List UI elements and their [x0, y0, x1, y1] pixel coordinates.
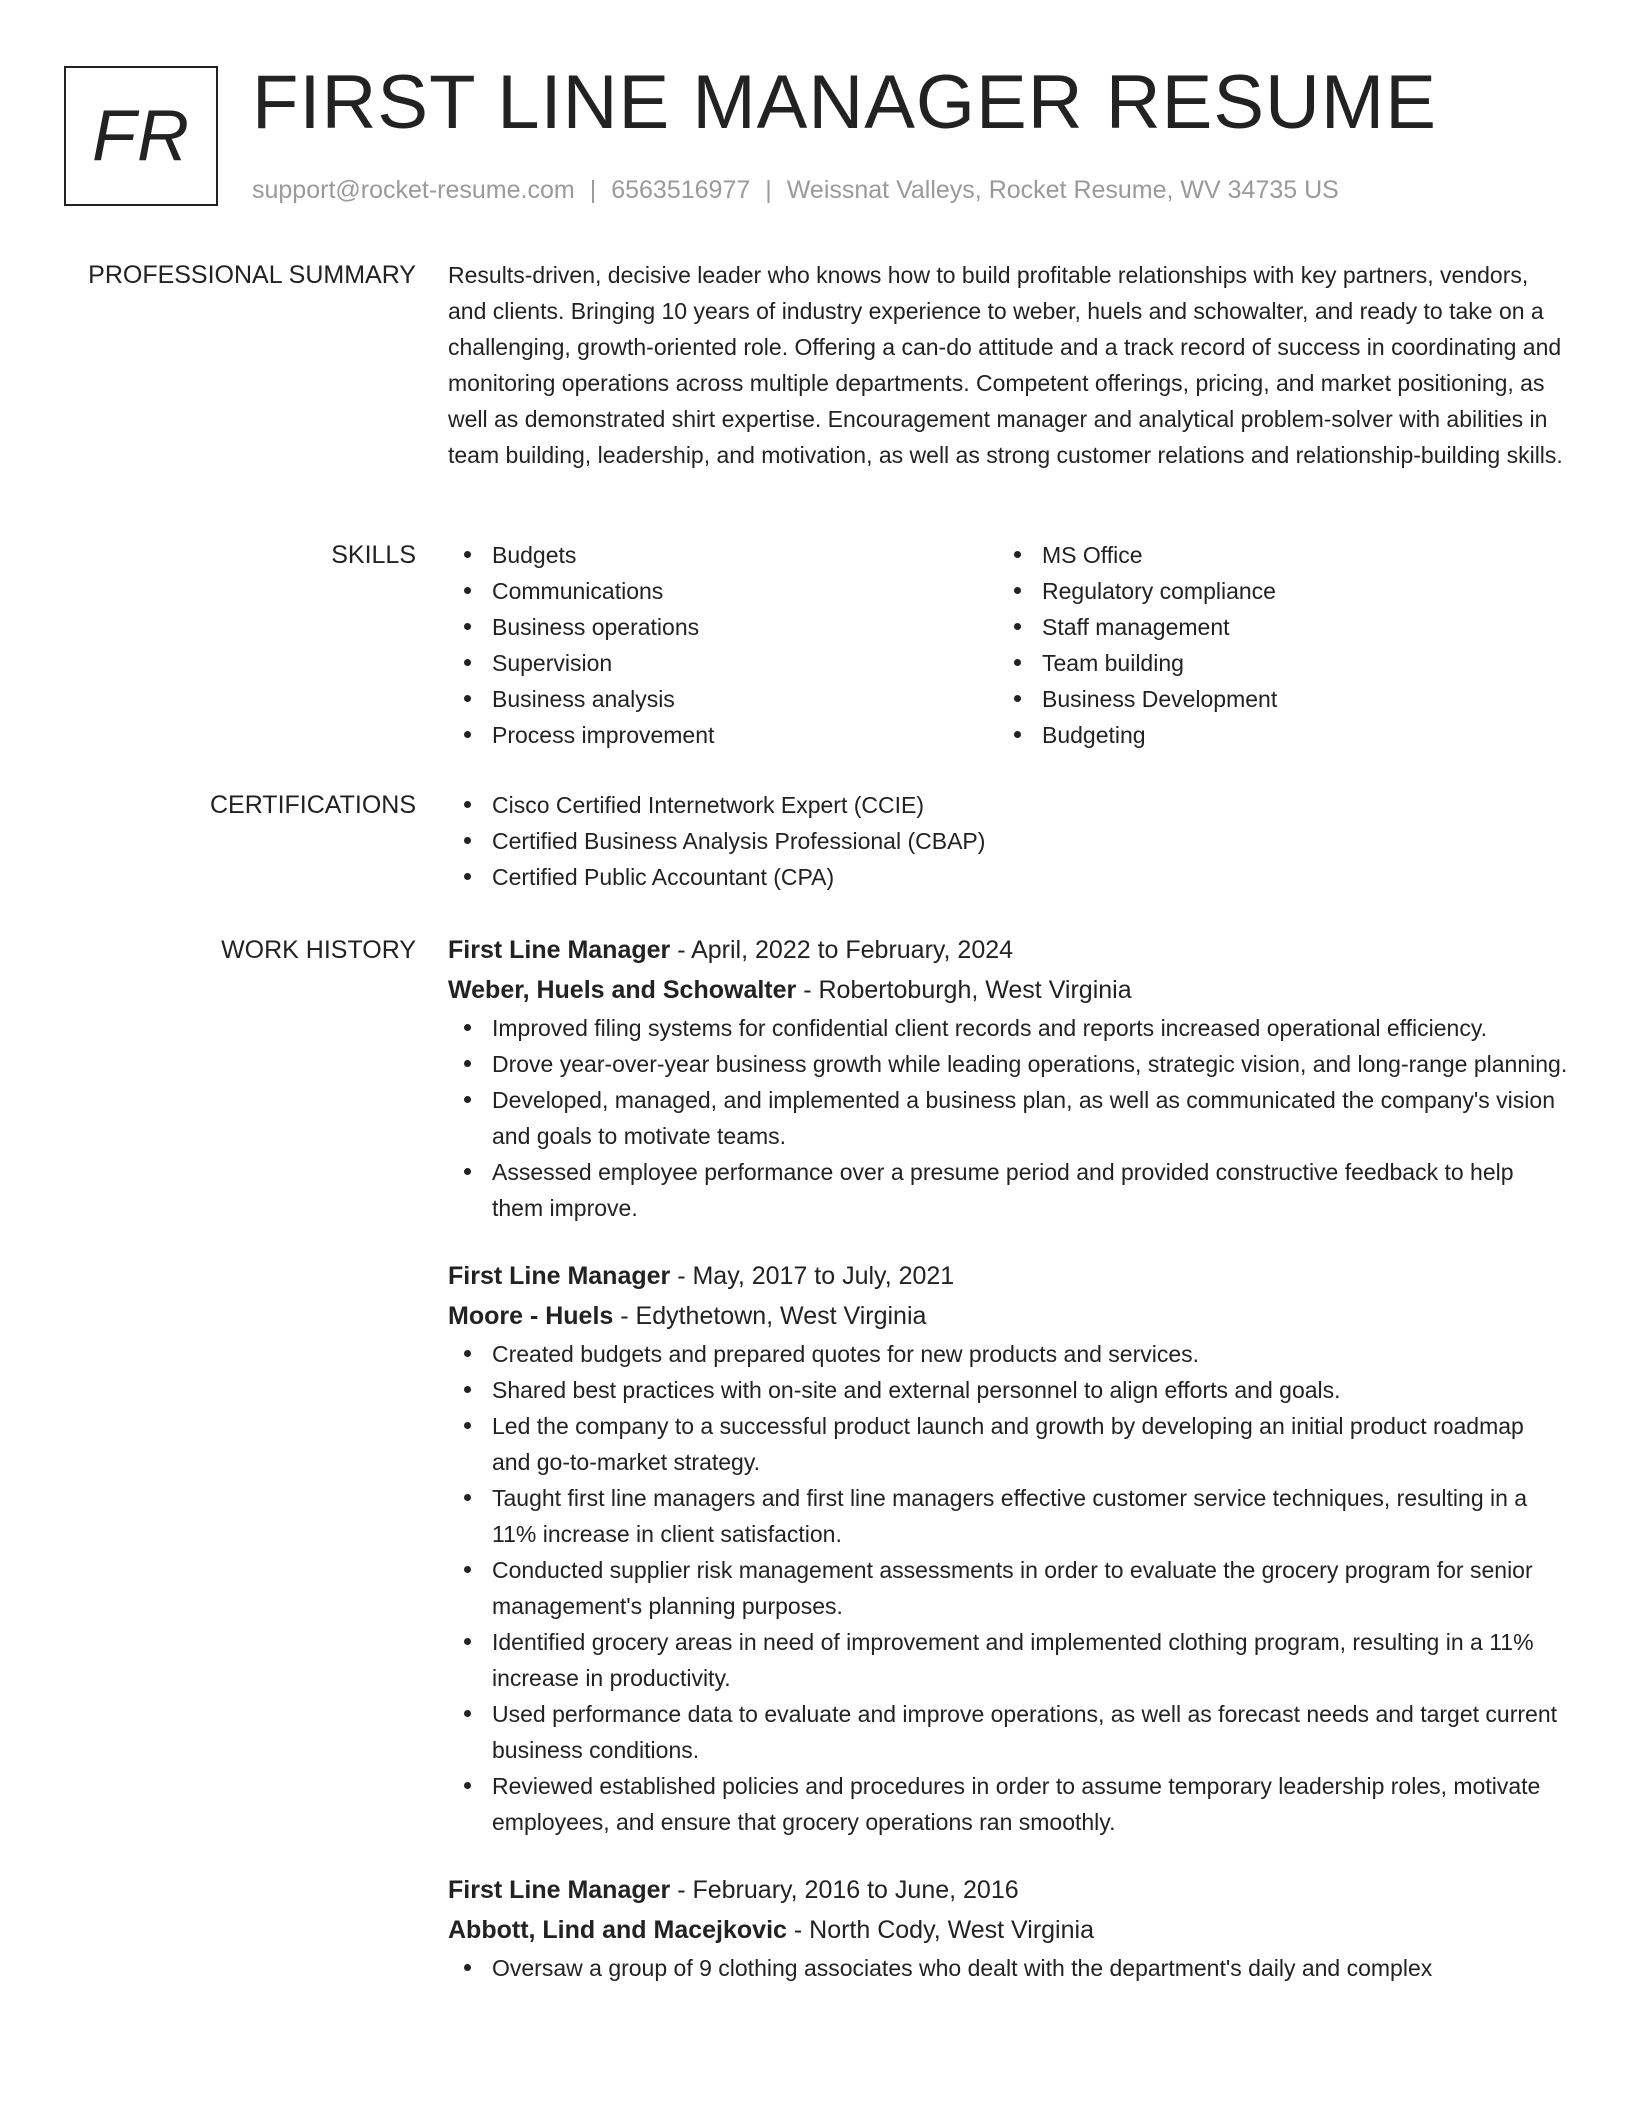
- job-company-line: [448, 970, 1568, 1010]
- bullet-icon: [464, 1710, 471, 1717]
- bullet-icon: [464, 587, 471, 594]
- certification-item: [448, 859, 1568, 895]
- job-bullet-text: Led the company to a successful product launch and growth by developing an initial product roadmap and go-to-market strategy.: [492, 1413, 1524, 1475]
- summary-heading: PROFESSIONAL SUMMARY: [88, 261, 416, 289]
- bullet-icon: [464, 1422, 471, 1429]
- skills-column-left: [448, 537, 998, 753]
- summary-text: Results-driven, decisive leader who knows how to build profitable relationships with key partners, vendors, and clients. Bringing 10 years of industry experience to weber, huels and schowalter, and ready to take on a challenging, growth-oriented role. Offering a can-do attitude and a track record of success in coordinating and monitoring operations across multiple departments. Competent offerings, pricing, and market positioning, as well as demonstrated shirt expertise. Encouragement manager and analytical problem-solver with abilities in team building, leadership, and motivation, as well as strong customer relations and relationship-building skills.: [448, 262, 1563, 468]
- bullet-icon: [464, 1060, 471, 1067]
- skill-label: Process improvement: [492, 722, 715, 748]
- bullet-icon: [464, 1386, 471, 1393]
- job-bullet-text: Oversaw a group of 9 clothing associates who dealt with the department's daily and complex: [492, 1955, 1433, 1981]
- job-bullet: [448, 1768, 1568, 1840]
- bullet-icon: [464, 1638, 471, 1645]
- bullet-icon: [464, 695, 471, 702]
- skill-item: [998, 573, 1548, 609]
- job-bullet-text: Developed, managed, and implemented a business plan, as well as communicated the company's vision and goals to motivate teams.: [492, 1087, 1555, 1149]
- job-title-line: [448, 1256, 1568, 1296]
- skill-label: Budgets: [492, 542, 577, 568]
- job-bullet: [448, 1046, 1568, 1082]
- job-company-line: [448, 1910, 1568, 1950]
- job-bullet-list: [448, 1336, 1568, 1840]
- job-bullet: [448, 1408, 1568, 1480]
- skill-item: [448, 609, 998, 645]
- bullet-icon: [464, 623, 471, 630]
- certification-label: Certified Business Analysis Professional (CBAP): [492, 828, 986, 854]
- job-title-line: [448, 1870, 1568, 1910]
- contact-separator: |: [765, 176, 772, 204]
- job-title-line: [448, 930, 1568, 970]
- bullet-icon: [464, 659, 471, 666]
- job-company-line: [448, 1296, 1568, 1336]
- bullet-icon: [464, 731, 471, 738]
- skill-label: Business analysis: [492, 686, 675, 712]
- job-bullet-list: [448, 1950, 1568, 1986]
- job-title: First Line Manager: [448, 1876, 671, 1904]
- skill-label: MS Office: [1042, 542, 1143, 568]
- job-bullet: [448, 1336, 1568, 1372]
- skill-item: [448, 681, 998, 717]
- job-dates: - February, 2016 to June, 2016: [670, 1876, 1019, 1904]
- job-company: Abbott, Lind and Macejkovic: [448, 1916, 787, 1944]
- work-history-body: [448, 930, 1568, 2016]
- certifications-body: [448, 787, 1568, 895]
- skill-item: [998, 717, 1548, 753]
- job-bullet-list: [448, 1010, 1568, 1226]
- job-dates: - April, 2022 to February, 2024: [670, 936, 1014, 964]
- bullet-icon: [1014, 551, 1021, 558]
- job-location: - Edythetown, West Virginia: [613, 1302, 927, 1330]
- skill-item: [998, 681, 1548, 717]
- contact-phone: 6563516977: [611, 176, 751, 204]
- job-bullet: [448, 1154, 1568, 1226]
- job-company: Weber, Huels and Schowalter: [448, 976, 797, 1004]
- bullet-icon: [464, 1964, 471, 1971]
- job-bullet-text: Conducted supplier risk management assessments in order to evaluate the grocery program for senior management's planning purposes.: [492, 1557, 1533, 1619]
- job-bullet: [448, 1950, 1568, 1986]
- skill-item: [448, 645, 998, 681]
- job-bullet: [448, 1696, 1568, 1768]
- bullet-icon: [464, 551, 471, 558]
- skill-item: [448, 537, 998, 573]
- skill-label: Communications: [492, 578, 664, 604]
- certification-label: Certified Public Accountant (CPA): [492, 864, 835, 890]
- bullet-icon: [464, 873, 471, 880]
- skill-label: Supervision: [492, 650, 613, 676]
- monogram-badge: [64, 66, 218, 206]
- skill-label: Business operations: [492, 614, 700, 640]
- certifications-heading: CERTIFICATIONS: [209, 791, 416, 819]
- job-bullet: [448, 1480, 1568, 1552]
- job-location: - Robertoburgh, West Virginia: [796, 976, 1132, 1004]
- certification-label: Cisco Certified Internetwork Expert (CCIE): [492, 792, 925, 818]
- work-history-heading: WORK HISTORY: [221, 936, 416, 964]
- skill-item: [998, 645, 1548, 681]
- job-bullet: [448, 1624, 1568, 1696]
- skills-column-right: [998, 537, 1548, 753]
- certification-item: [448, 787, 1568, 823]
- job-bullet: [448, 1010, 1568, 1046]
- skills-heading: SKILLS: [331, 541, 416, 569]
- bullet-icon: [464, 801, 471, 808]
- job-entry: [448, 1870, 1568, 1986]
- job-title: First Line Manager: [448, 1262, 671, 1290]
- skill-item: [998, 609, 1548, 645]
- bullet-icon: [464, 1566, 471, 1573]
- job-bullet-text: Drove year-over-year business growth while leading operations, strategic vision, and long-range planning.: [492, 1051, 1568, 1077]
- job-bullet: [448, 1372, 1568, 1408]
- skill-item: [998, 537, 1548, 573]
- bullet-icon: [1014, 623, 1021, 630]
- job-bullet-text: Shared best practices with on-site and external personnel to align efforts and goals.: [492, 1377, 1341, 1403]
- skill-label: Business Development: [1042, 686, 1278, 712]
- bullet-icon: [464, 1168, 471, 1175]
- bullet-icon: [464, 1024, 471, 1031]
- bullet-icon: [464, 1096, 471, 1103]
- job-bullet-text: Taught first line managers and first line managers effective customer service techniques, resulting in a 11% increase in client satisfaction.: [492, 1485, 1528, 1547]
- skill-item: [448, 573, 998, 609]
- certification-item: [448, 823, 1568, 859]
- skills-grid: [448, 537, 1568, 753]
- job-bullet: [448, 1552, 1568, 1624]
- skill-label: Team building: [1042, 650, 1184, 676]
- bullet-icon: [1014, 587, 1021, 594]
- job-location: - North Cody, West Virginia: [786, 1916, 1094, 1944]
- job-bullet-text: Reviewed established policies and procedures in order to assume temporary leadership roles, motivate employees, and ensure that grocery operations ran smoothly.: [492, 1773, 1541, 1835]
- bullet-icon: [1014, 695, 1021, 702]
- job-company: Moore - Huels: [448, 1302, 614, 1330]
- summary-body: [448, 257, 1568, 473]
- job-bullet-text: Used performance data to evaluate and improve operations, as well as forecast needs and target current business conditions.: [492, 1701, 1557, 1763]
- job-entry: [448, 930, 1568, 1226]
- job-entry: [448, 1256, 1568, 1840]
- skill-label: Regulatory compliance: [1042, 578, 1276, 604]
- job-bullet-text: Identified grocery areas in need of improvement and implemented clothing program, resulting in a 11% increase in productivity.: [492, 1629, 1534, 1691]
- skill-item: [448, 717, 998, 753]
- bullet-icon: [1014, 659, 1021, 666]
- job-bullet: [448, 1082, 1568, 1154]
- job-bullet-text: Improved filing systems for confidential client records and reports increased operational efficiency.: [492, 1015, 1488, 1041]
- job-bullet-text: Created budgets and prepared quotes for new products and services.: [492, 1341, 1200, 1367]
- bullet-icon: [1014, 731, 1021, 738]
- job-title: First Line Manager: [448, 936, 671, 964]
- job-dates: - May, 2017 to July, 2021: [670, 1262, 955, 1290]
- contact-address: Weissnat Valleys, Rocket Resume, WV 34735 US: [786, 176, 1339, 204]
- bullet-icon: [464, 1782, 471, 1789]
- resume-title: FIRST LINE MANAGER RESUME: [252, 60, 1437, 145]
- contact-separator: |: [589, 176, 597, 204]
- job-bullet-text: Assessed employee performance over a presume period and provided constructive feedback to help them improve.: [492, 1159, 1514, 1221]
- contact-line: [252, 172, 1339, 208]
- bullet-icon: [464, 1350, 471, 1357]
- monogram-text: FR: [92, 96, 190, 176]
- bullet-icon: [464, 1494, 471, 1501]
- skills-body: [448, 537, 1568, 753]
- skill-label: Staff management: [1042, 614, 1230, 640]
- skill-label: Budgeting: [1042, 722, 1146, 748]
- contact-email: support@rocket-resume.com: [252, 176, 575, 204]
- bullet-icon: [464, 837, 471, 844]
